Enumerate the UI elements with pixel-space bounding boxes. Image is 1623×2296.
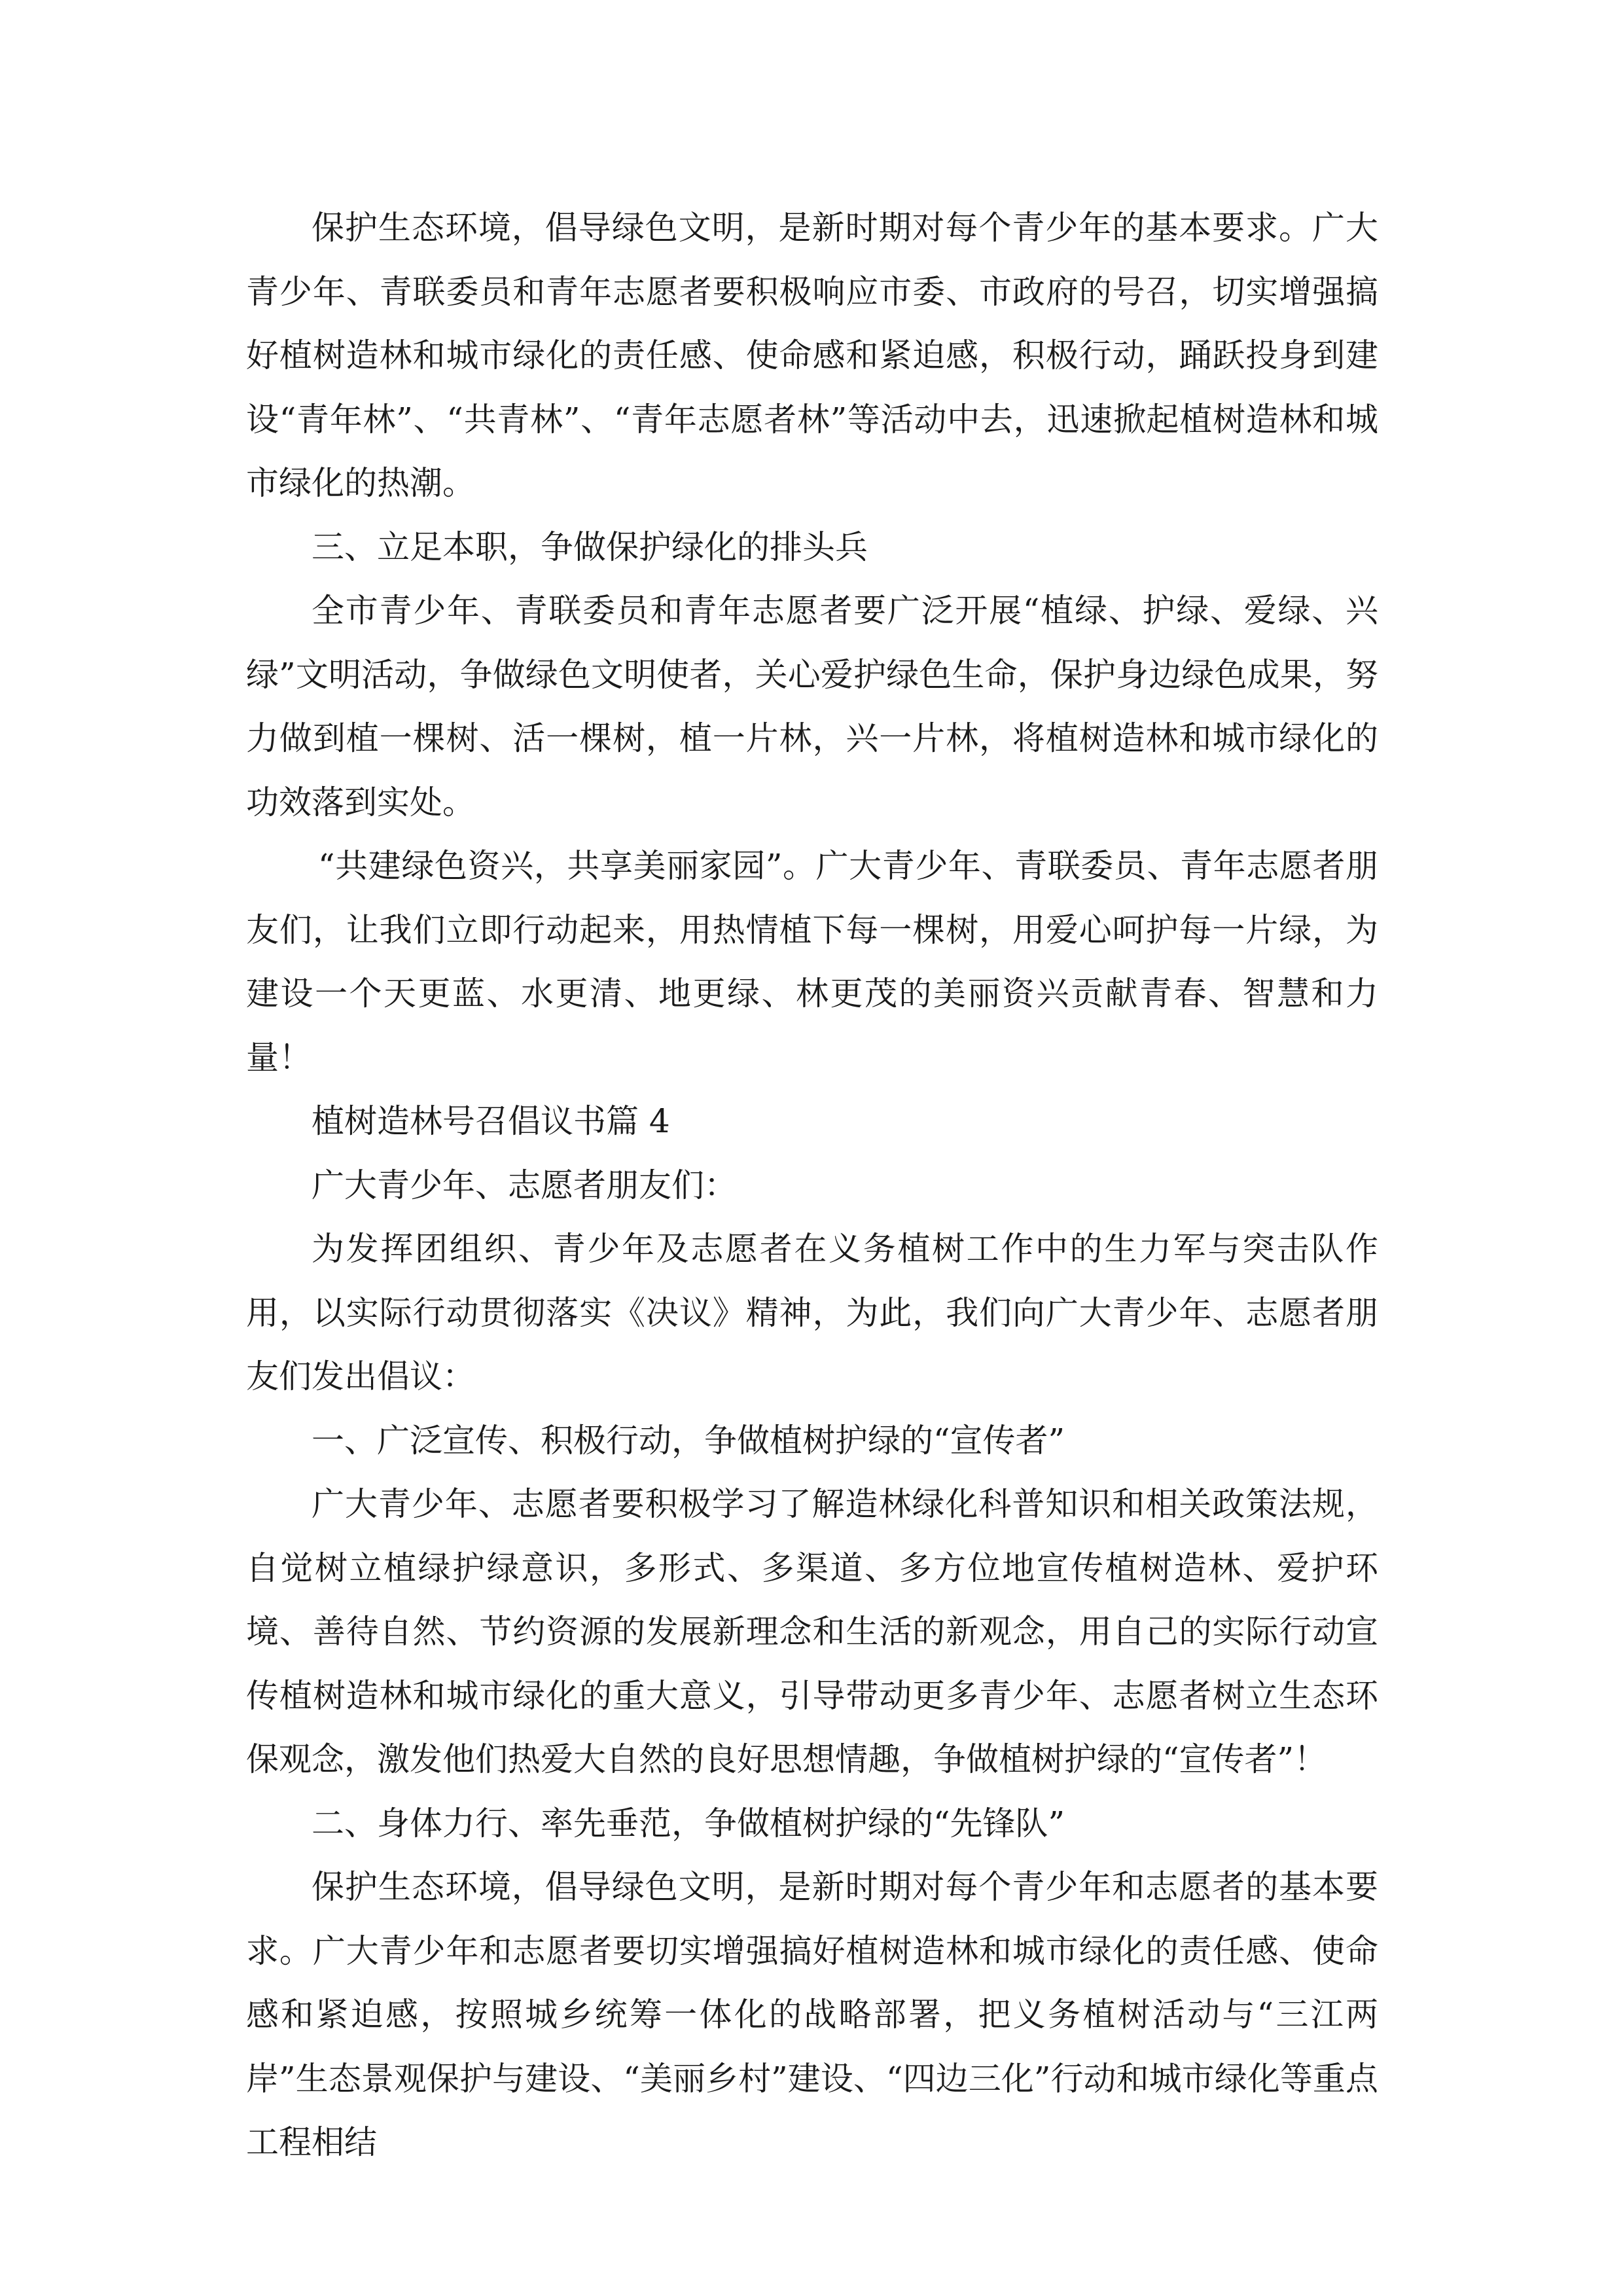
section-heading-1: 一、广泛宣传、积极行动，争做植树护绿的“宣传者” bbox=[312, 1421, 1065, 1460]
paragraph-closing-call: “共建绿色资兴，共享美丽家园”。广大青少年、青联委员、青年志愿者朋友们，让我们立即行动起来，用热情植下每一棵树，用爱心呵护每一片绿，为建设一个天更蓝、水更清、地更绿、林更茂的美丽资兴贡献青春、智慧和力量！ bbox=[246, 847, 1378, 1077]
section-heading-3: 三、立足本职，争做保护绿化的排头兵 bbox=[312, 528, 868, 566]
paragraph-intro: 保护生态环境，倡导绿色文明，是新时期对每个青少年的基本要求。广大青少年、青联委员和青年志愿者要积极响应市委、市政府的号召，切实增强搞好植树造林和城市绿化的责任感、使命感和紧迫感，积极行动，踊跃投身到建设“青年林”、“共青林”、“青年志愿者林”等活动中去，迅速掀起植树造林和城市绿化的热潮。 bbox=[246, 209, 1378, 502]
article-title: 植树造林号召倡议书篇 4 bbox=[312, 1102, 670, 1140]
section-heading-2: 二、身体力行、率先垂范，争做植树护绿的“先锋队” bbox=[312, 1804, 1065, 1842]
paragraph-section-1: 广大青少年、志愿者要积极学习了解造林绿化科普知识和相关政策法规，自觉树立植绿护绿意识，多形式、多渠道、多方位地宣传植树造林、爱护环境、善待自然、节约资源的发展新理念和生活的新观念，用自己的实际行动宣传植树造林和城市绿化的重大意义，引导带动更多青少年、志愿者树立生态环保观念，激发他们热爱大自然的良好思想情趣，争做植树护绿的“宣传者”！ bbox=[246, 1485, 1378, 1778]
paragraph-opening: 为发挥团组织、青少年及志愿者在义务植树工作中的生力军与突击队作用，以实际行动贯彻落实《决议》精神，为此，我们向广大青少年、志愿者朋友们发出倡议： bbox=[246, 1230, 1378, 1395]
document-body bbox=[246, 196, 1378, 2175]
paragraph-section-2: 保护生态环境，倡导绿色文明，是新时期对每个青少年和志愿者的基本要求。广大青少年和志愿者要切实增强搞好植树造林和城市绿化的责任感、使命感和紧迫感，按照城乡统筹一体化的战略部署，把义务植树活动与“三江两岸”生态景观保护与建设、“美丽乡村”建设、“四边三化”行动和城市绿化等重点工程相结 bbox=[246, 1868, 1378, 2161]
paragraph-section-3: 全市青少年、青联委员和青年志愿者要广泛开展“植绿、护绿、爱绿、兴绿”文明活动，争做绿色文明使者，关心爱护绿色生命，保护身边绿色成果，努力做到植一棵树、活一棵树，植一片林，兴一片林，将植树造林和城市绿化的功效落到实处。 bbox=[246, 592, 1378, 821]
salutation: 广大青少年、志愿者朋友们： bbox=[312, 1166, 737, 1204]
